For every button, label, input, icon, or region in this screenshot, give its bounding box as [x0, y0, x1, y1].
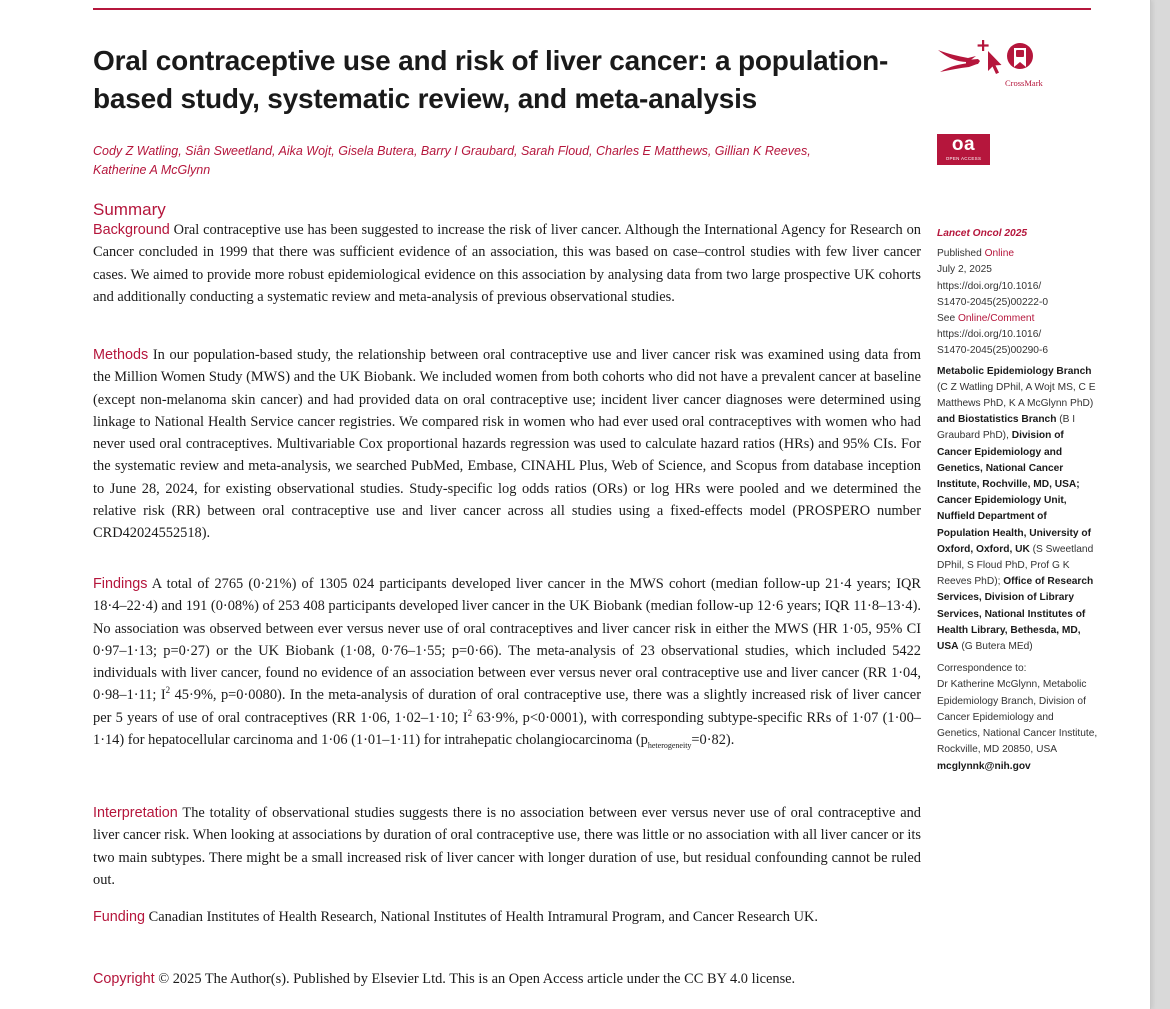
top-rule — [93, 8, 1091, 10]
affiliation-1-names: (C Z Watling DPhil, A Wojt MS, C E Matthews PhD, K A McGlynn PhD) — [937, 381, 1096, 410]
open-access-badge — [937, 134, 990, 165]
affiliations — [937, 364, 1099, 656]
affiliation-4-names: (G Butera MEd) — [958, 641, 1033, 653]
correspondence-text: Dr Katherine McGlynn, Metabolic Epidemiology Branch, Division of Cancer Epidemiology and Genetics, National Cancer Institute, Rockville, MD 20850, USA — [937, 679, 1098, 756]
copyright-text: © 2025 The Author(s). Published by Elsevier Ltd. This is an Open Access article under the CC BY 4.0 license. — [158, 971, 796, 987]
findings-label: Findings — [93, 576, 148, 592]
methods-paragraph — [93, 344, 921, 545]
oa-badge-sublabel: OPEN ACCESS — [945, 156, 982, 161]
published-date: July 2, 2025 — [937, 264, 992, 276]
crossmark-label[interactable]: CrossMark — [1005, 78, 1043, 88]
funding-paragraph — [93, 906, 921, 928]
summary-heading: Summary — [93, 200, 166, 219]
oa-badge-label: oa — [951, 134, 976, 155]
findings-text-b: 45·9%, p=0·0080). In the meta-analysis of duration of oral contraceptive use, there was a slightly increased risk of liver cancer per 5 years of use of oral contraceptives (RR 1·06, 1·02–1·10; I — [93, 687, 921, 726]
crossmark-icon[interactable] — [1007, 43, 1033, 69]
published-line — [937, 246, 1099, 262]
background-label: Background — [93, 222, 170, 238]
affiliation-1: Metabolic Epidemiology Branch — [937, 365, 1092, 377]
author-list: Cody Z Watling, Siân Sweetland, Aika Wojt, Gisela Butera, Barry I Graubard, Sarah Floud, Charles E Matthews, Gillian K Reeves, Katherine A McGlynn — [93, 144, 811, 177]
interpretation-label: Interpretation — [93, 805, 178, 821]
published-online-link[interactable]: Online — [984, 248, 1015, 260]
article-sidebar — [937, 226, 1099, 775]
interpretation-paragraph — [93, 802, 921, 891]
article-title: Oral contraceptive use and risk of liver cancer: a population-based study, systematic review, and meta-analysis — [93, 45, 889, 114]
findings-paragraph — [93, 573, 921, 751]
correspondence-label: Correspondence to: — [937, 663, 1027, 675]
findings-sup-1: 2 — [165, 685, 171, 696]
affiliation-1-and: and Biostatistics Branch — [937, 414, 1057, 426]
affiliation-3: Office of Research Services, Division of Library Services, National Institutes of Health Library, Bethesda, MD, USA — [937, 576, 1094, 653]
findings-sup-2: 2 — [467, 707, 473, 718]
affiliation-2-names: (B I Graubard PhD), — [937, 414, 1076, 442]
doi-link-1a[interactable]: https://doi.org/10.1016/ — [937, 280, 1042, 292]
methods-label: Methods — [93, 347, 149, 363]
cursor-sparkle-icon — [978, 40, 1002, 74]
published-prefix: Published — [937, 248, 985, 260]
see-line — [937, 311, 1099, 327]
funding-text: Canadian Institutes of Health Research, National Institutes of Health Intramural Program, and Cancer Research UK. — [148, 909, 818, 925]
see-prefix: See — [937, 313, 958, 325]
see-comment-link[interactable]: Online/Comment — [957, 313, 1035, 325]
background-text: Oral contraceptive use has been suggested to increase the risk of liver cancer. Although the International Agency for Research on Cancer concluded in 1999 that there was sufficient evidence of an association, this was based on case–control studies with few liver cancer cases. We aimed to provide more robust epidemiological evidence on this association by analysing data from two large prospective UK cohorts and additionally conducting a systematic review and meta-analysis of previous observational studies. — [93, 222, 921, 305]
background-paragraph — [93, 219, 921, 308]
funding-label: Funding — [93, 909, 146, 925]
affiliation-2: Division of Cancer Epidemiology and Genetics, National Cancer Institute, Rochville, MD, USA; Cancer Epidemiology Unit, Nuffield Department of Population Health, University of Oxford, Oxford, UK — [937, 430, 1091, 555]
copyright-label: Copyright — [93, 971, 155, 987]
interpretation-text: The totality of observational studies suggests there is no association between ever versus never use of oral contraceptive and liver cancer risk. When looking at associations by duration of oral contraceptive use, there was little or no association with all liver cancer or its two main subtypes. There might be a small increased risk of liver cancer with longer duration of use, but residual confounding cannot be ruled out. — [93, 805, 921, 888]
findings-sub: heterogeneity — [647, 740, 692, 750]
findings-text-a: A total of 2765 (0·21%) of 1305 024 participants developed liver cancer in the MWS cohort (median follow-up 21·4 years; IQR 18·4–22·4) and 191 (0·08%) of 253 408 participants developed liver cancer in the UK Biobank (median follow-up 12·6 years; IQR 11·8–13·4). No association was observed between ever versus never use of oral contraceptives and liver cancer risk in either the MWS (HR 1·05, 95% CI 0·97–1·13; p=0·27) or the UK Biobank (1·08, 0·76–1·55; p=0·66). The meta-analysis of 23 observational studies, which included 5422 individuals with liver cancer, found no evidence of an association between ever versus never oral contraceptive use and liver cancer (RR 1·04, 0·98–1·11; I — [93, 576, 921, 704]
doi-link-2b[interactable]: S1470-2045(25)00290-6 — [937, 345, 1049, 357]
lancet-bird-logo-icon — [938, 50, 980, 72]
doi-link-2a[interactable]: https://doi.org/10.1016/ — [937, 329, 1042, 341]
journal-citation: Lancet Oncol 2025 — [937, 228, 1028, 239]
correspondence-email[interactable]: mcglynnk@nih.gov — [937, 760, 1031, 772]
doi-link-1b[interactable]: S1470-2045(25)00222-0 — [937, 296, 1049, 308]
findings-text-d: =0·82). — [691, 732, 735, 749]
copyright-paragraph — [93, 968, 921, 990]
affiliation-3-names: (S Sweetland DPhil, S Floud PhD, Prof G K Reeves PhD); — [937, 543, 1094, 588]
findings-text-c: 63·9%, p<0·0001), with corresponding subtype-specific RRs of 1·07 (1·00–1·14) for hepatocellular carcinoma and 1·06 (1·01–1·11) for intrahepatic cholangiocarcinoma (p — [93, 709, 921, 749]
methods-text: In our population-based study, the relationship between oral contraceptive use and liver cancer risk was examined using data from the Million Women Study (MWS) and the UK Biobank. We included women from both cohorts who did not have a prevalent cancer at baseline (except non-melanoma skin cancer) and had provided data on oral contraceptive use; incident liver cancer diagnoses were determined using linkage to National Health Service cancer registries. We compared risk in women who had ever used oral contraceptives with women who had never used oral contraceptives. Multivariable Cox proportional hazards regression was used to calculate hazard ratios (HRs) and 95% CIs. For the systematic review and meta-analysis, we searched PubMed, Embase, CINAHL Plus, Web of Science, and Scopus from database inception to June 28, 2024, for existing observational studies. Study-specific log odds ratios (ORs) or log HRs were pooled and we determined the relative risk (RR) between oral contraceptive use and liver cancer across all studies using a fixed-effects model (PROSPERO number CRD42024552518). — [93, 347, 921, 542]
